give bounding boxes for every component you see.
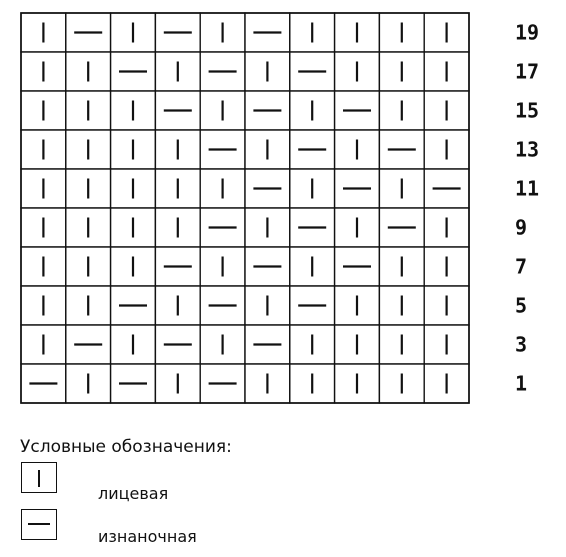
row-number-label: 5 <box>515 293 528 318</box>
row-number-label: 1 <box>515 371 528 396</box>
row-number-label: 17 <box>515 59 540 84</box>
row-number-label: 7 <box>515 254 528 279</box>
knit-stitch-icon <box>38 470 40 487</box>
legend-purl-symbol <box>21 509 57 540</box>
row-number-label: 13 <box>515 137 540 162</box>
row-number-label: 15 <box>515 98 540 123</box>
purl-stitch-icon <box>28 523 50 525</box>
row-number-label: 19 <box>515 20 540 45</box>
legend-knit-symbol <box>21 462 57 493</box>
legend-purl-label: изнаночная <box>98 527 197 546</box>
legend-title: Условные обозначения: <box>20 437 232 457</box>
row-number-label: 11 <box>515 176 540 201</box>
legend-knit-label: лицевая <box>98 484 169 503</box>
row-number-label: 9 <box>515 215 528 240</box>
row-number-label: 3 <box>515 332 528 357</box>
